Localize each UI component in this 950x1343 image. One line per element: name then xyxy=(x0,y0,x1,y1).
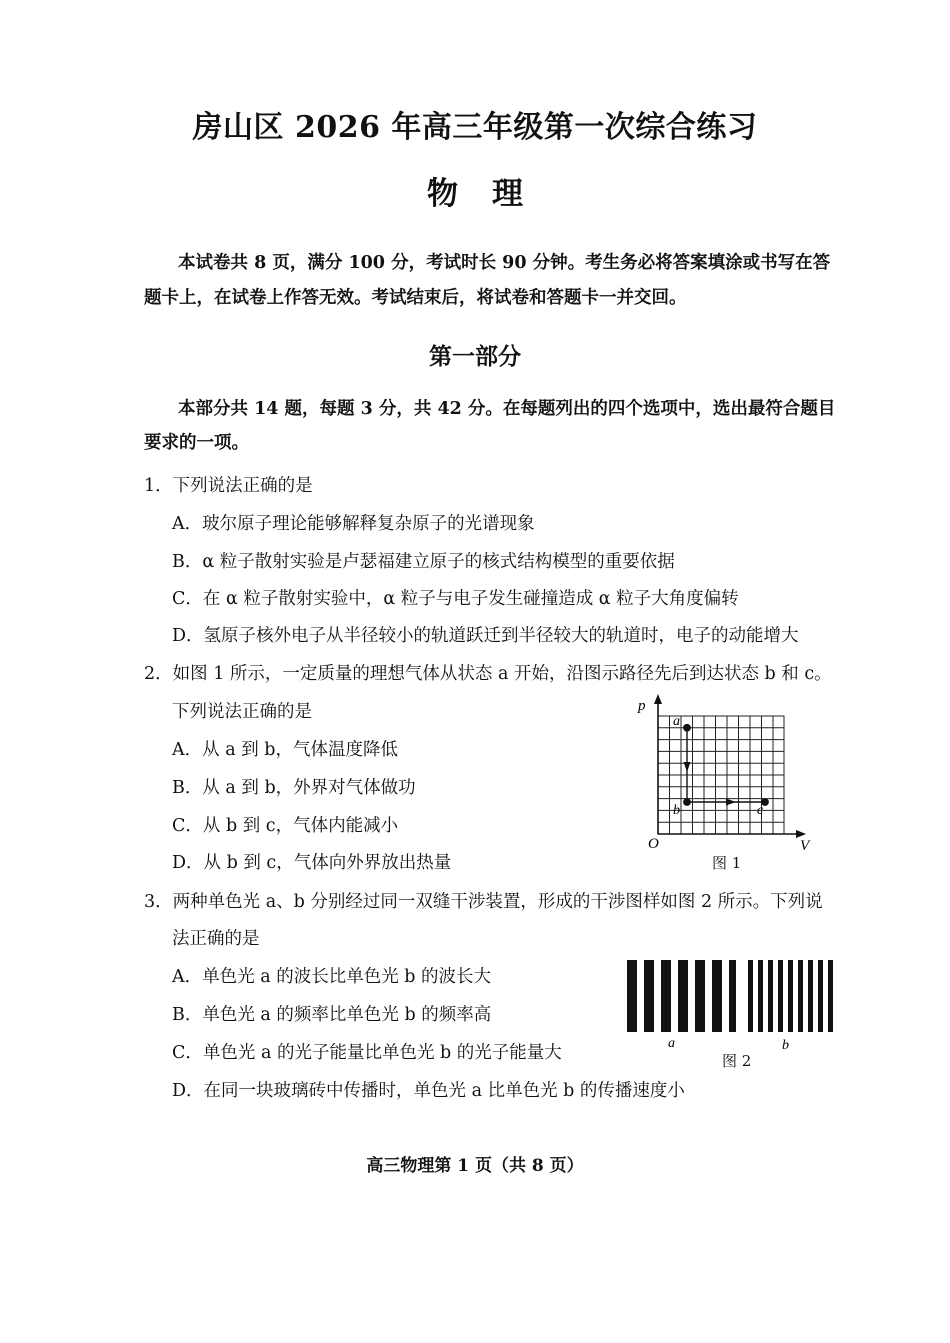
question-2-option-d: D．从 b 到 c，气体向外界放出热量 xyxy=(172,853,452,873)
figure-1-caption: 图 1 xyxy=(712,854,742,872)
question-2-option-b: B．从 a 到 b，外界对气体做功 xyxy=(172,778,416,798)
exam-title: 房山区 2026 年高三年级第一次综合练习 xyxy=(192,110,758,145)
question-1-option-b: B．α 粒子散射实验是卢瑟福建立原子的核式结构模型的重要依据 xyxy=(172,552,675,572)
section-desc-line-1: 本部分共 14 题，每题 3 分，共 42 分。在每题列出的四个选项中，选出最符合题目 xyxy=(178,399,836,419)
state-a-point xyxy=(684,725,690,731)
question-1-option-c: C．在 α 粒子散射实验中，α 粒子与电子发生碰撞造成 α 粒子大角度偏转 xyxy=(172,589,739,609)
question-2-option-a: A．从 a 到 b，气体温度降低 xyxy=(172,740,398,760)
state-b-point xyxy=(684,799,690,805)
pattern-a-label: a xyxy=(668,1036,675,1051)
state-a-label: a xyxy=(673,714,680,729)
pattern-a xyxy=(627,960,736,1032)
question-3-stem-line-2: 法正确的是 xyxy=(172,929,260,949)
question-2-stem-line-2: 下列说法正确的是 xyxy=(172,702,312,722)
pattern-b-label: b xyxy=(782,1038,789,1053)
instructions-line-1: 本试卷共 8 页，满分 100 分，考试时长 90 分钟。考生务必将答案填涂或书写在答 xyxy=(178,253,831,273)
instructions-line-2: 题卡上，在试卷上作答无效。考试结束后，将试卷和答题卡一并交回。 xyxy=(144,288,687,308)
subject-title: 物理 xyxy=(427,176,557,212)
question-3-stem-line-1: 3．两种单色光 a、b 分别经过同一双缝干涉装置，形成的干涉图样如图 2 所示。下列说 xyxy=(144,892,823,912)
state-c-label: c xyxy=(757,803,764,818)
section-title: 第一部分 xyxy=(429,343,521,370)
pattern-b xyxy=(748,960,833,1032)
arrow-down-icon xyxy=(684,762,691,772)
origin-label: O xyxy=(648,836,659,852)
question-2-stem-line-1: 2．如图 1 所示，一定质量的理想气体从状态 a 开始，沿图示路径先后到达状态 b 和 c。 xyxy=(144,664,832,684)
pv-path xyxy=(684,725,769,806)
question-3-option-b: B．单色光 a 的频率比单色光 b 的频率高 xyxy=(172,1005,492,1025)
question-3-option-a: A．单色光 a 的波长比单色光 b 的波长大 xyxy=(172,967,492,987)
question-2-option-c: C．从 b 到 c，气体内能减小 xyxy=(172,816,399,836)
question-3-option-c: C．单色光 a 的光子能量比单色光 b 的光子能量大 xyxy=(172,1043,562,1063)
state-b-label: b xyxy=(673,803,680,818)
figure-2-interference-patterns xyxy=(622,955,848,1055)
question-3-option-d: D．在同一块玻璃砖中传播时，单色光 a 比单色光 b 的传播速度小 xyxy=(172,1081,685,1101)
figure-2-caption: 图 2 xyxy=(722,1052,752,1070)
axis-p-label: p xyxy=(638,698,646,714)
question-1-stem: 1．下列说法正确的是 xyxy=(144,476,313,496)
question-1-option-d: D．氢原子核外电子从半径较小的轨道跃迁到半径较大的轨道时，电子的动能增大 xyxy=(172,626,799,646)
arrow-right-icon xyxy=(726,799,736,806)
section-desc-line-2: 要求的一项。 xyxy=(144,433,249,453)
page-footer: 高三物理第 1 页（共 8 页） xyxy=(366,1156,584,1176)
question-1-option-a: A．玻尔原子理论能够解释复杂原子的光谱现象 xyxy=(172,514,535,534)
axis-v-label: V xyxy=(800,838,810,854)
